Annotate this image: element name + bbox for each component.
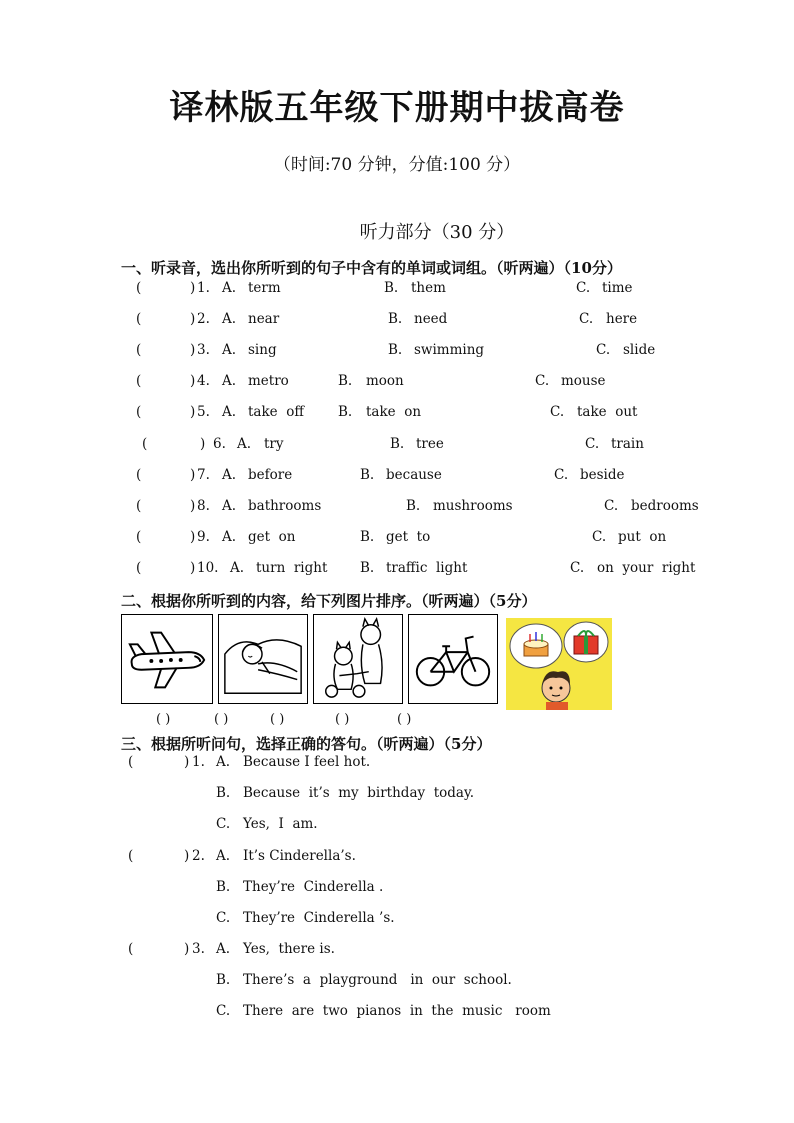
section3-heading: 三、根据所听问句，选择正确的答句。（听两遍）（5分）	[121, 735, 492, 753]
option-text: There are two pianos in the music room	[243, 1003, 551, 1019]
question-number: 1.	[192, 754, 205, 770]
answer-paren-close: )	[184, 941, 190, 957]
option-b-text: get to	[386, 529, 431, 545]
option-a-letter: A.	[222, 373, 237, 389]
answer-paren-open[interactable]: (	[142, 436, 148, 452]
option-c-text: bedrooms	[631, 498, 699, 514]
option-a-text: get on	[248, 529, 296, 545]
option-c-text: on your right	[597, 560, 696, 576]
option-letter: B.	[216, 785, 231, 801]
option-b-text: because	[386, 467, 442, 483]
answer-paren-close: )	[190, 342, 196, 358]
option-c-text: mouse	[561, 373, 606, 389]
question-number: 2.	[192, 848, 205, 864]
option-a-text: sing	[248, 342, 277, 358]
option-b-text: mushrooms	[433, 498, 513, 514]
option-b-letter: B.	[388, 311, 403, 327]
option-b-letter: B.	[388, 342, 403, 358]
picture-birthday	[506, 618, 612, 710]
option-b-text: need	[414, 311, 448, 327]
picture-answer-2[interactable]: ( )	[214, 712, 229, 727]
answer-paren-open[interactable]: (	[128, 848, 134, 864]
listening-part-heading: 听力部分（30 分）	[359, 222, 515, 243]
picture-airplane	[121, 614, 213, 704]
option-a-text: near	[248, 311, 280, 327]
option-text: They’re Cinderella .	[243, 879, 384, 895]
option-a-letter: A.	[222, 311, 237, 327]
answer-paren-close: )	[184, 848, 190, 864]
option-a-text: bathrooms	[248, 498, 322, 514]
picture-sleeping-girl	[218, 614, 308, 704]
option-a-letter: A.	[222, 467, 237, 483]
airplane-icon	[122, 615, 212, 703]
option-b-letter: B.	[384, 280, 399, 296]
question-number: 10.	[197, 560, 219, 576]
option-c-text: slide	[623, 342, 656, 358]
option-text: Yes, I am.	[243, 816, 318, 832]
picture-answer-4[interactable]: ( )	[335, 712, 350, 727]
answer-paren-open[interactable]: (	[136, 311, 142, 327]
answer-paren-close: )	[190, 280, 196, 296]
option-c-text: here	[606, 311, 638, 327]
option-b-text: traffic light	[386, 560, 468, 576]
option-a-letter: A.	[222, 342, 237, 358]
option-a-text: turn right	[256, 560, 328, 576]
answer-paren-open[interactable]: (	[136, 467, 142, 483]
option-text: Yes, there is.	[243, 941, 335, 957]
answer-paren-open[interactable]: (	[136, 280, 142, 296]
answer-paren-close: )	[190, 404, 196, 420]
page-subtitle: （时间:70 分钟，分值:100 分）	[273, 155, 521, 175]
picture-bicycle	[408, 614, 498, 704]
option-a-letter: A.	[230, 560, 245, 576]
option-c-letter: C.	[576, 280, 591, 296]
option-text: Because I feel hot.	[243, 754, 371, 770]
option-c-letter: C.	[550, 404, 565, 420]
option-letter: B.	[216, 879, 231, 895]
option-b-letter: B.	[360, 529, 375, 545]
answer-paren-open[interactable]: (	[136, 498, 142, 514]
option-b-letter: B.	[338, 373, 353, 389]
answer-paren-close: )	[190, 498, 196, 514]
question-number: 1.	[197, 280, 210, 296]
answer-paren-close: )	[190, 529, 196, 545]
option-letter: A.	[216, 848, 231, 864]
option-c-letter: C.	[585, 436, 600, 452]
option-text: Because it’s my birthday today.	[243, 785, 475, 801]
option-text: There’s a playground in our school.	[243, 972, 512, 988]
picture-answer-3[interactable]: ( )	[270, 712, 285, 727]
question-number: 3.	[197, 342, 210, 358]
question-number: 3.	[192, 941, 205, 957]
option-c-letter: C.	[579, 311, 594, 327]
sleeping-girl-icon	[219, 615, 307, 703]
option-b-text: them	[411, 280, 446, 296]
cats-icon	[314, 615, 402, 703]
option-b-letter: B.	[360, 467, 375, 483]
option-a-text: try	[264, 436, 284, 452]
option-c-letter: C.	[554, 467, 569, 483]
answer-paren-close: )	[190, 311, 196, 327]
option-b-text: moon	[366, 373, 404, 389]
option-letter: C.	[216, 910, 231, 926]
option-c-letter: C.	[592, 529, 607, 545]
option-a-text: take off	[248, 404, 304, 420]
option-letter: A.	[216, 941, 231, 957]
option-a-letter: A.	[237, 436, 252, 452]
answer-paren-close: )	[190, 560, 196, 576]
option-c-letter: C.	[535, 373, 550, 389]
option-c-text: train	[611, 436, 644, 452]
question-number: 7.	[197, 467, 210, 483]
question-number: 2.	[197, 311, 210, 327]
option-a-letter: A.	[222, 529, 237, 545]
option-c-text: beside	[580, 467, 625, 483]
question-number: 6.	[213, 436, 226, 452]
answer-paren-open[interactable]: (	[128, 941, 134, 957]
option-letter: C.	[216, 816, 231, 832]
bicycle-icon	[409, 615, 497, 703]
option-a-letter: A.	[222, 498, 237, 514]
option-a-text: term	[248, 280, 281, 296]
answer-paren-open[interactable]: (	[136, 560, 142, 576]
option-c-text: take out	[577, 404, 638, 420]
answer-paren-open[interactable]: (	[128, 754, 134, 770]
answer-paren-close: )	[190, 467, 196, 483]
answer-paren-close: )	[190, 373, 196, 389]
birthday-cake-gift-icon	[506, 618, 612, 710]
picture-answer-1[interactable]: ( )	[156, 712, 171, 727]
option-a-letter: A.	[222, 404, 237, 420]
answer-paren-close: )	[184, 754, 190, 770]
option-text: It’s Cinderella’s.	[243, 848, 356, 864]
option-b-letter: B.	[406, 498, 421, 514]
question-number: 9.	[197, 529, 210, 545]
option-letter: A.	[216, 754, 231, 770]
section1-heading: 一、听录音，选出你所听到的句子中含有的单词或词组。（听两遍）（10分）	[121, 259, 622, 277]
page-title: 译林版五年级下册期中拔高卷	[169, 88, 625, 128]
option-c-letter: C.	[596, 342, 611, 358]
option-b-text: swimming	[414, 342, 485, 358]
option-a-text: before	[248, 467, 293, 483]
answer-paren-open[interactable]: (	[136, 373, 142, 389]
answer-paren-open[interactable]: (	[136, 529, 142, 545]
picture-cats	[313, 614, 403, 704]
option-a-text: metro	[248, 373, 289, 389]
option-b-letter: B.	[338, 404, 353, 420]
answer-paren-open[interactable]: (	[136, 342, 142, 358]
option-c-text: put on	[618, 529, 667, 545]
question-number: 5.	[197, 404, 210, 420]
question-number: 4.	[197, 373, 210, 389]
option-c-letter: C.	[604, 498, 619, 514]
option-letter: B.	[216, 972, 231, 988]
option-c-text: time	[602, 280, 633, 296]
option-b-letter: B.	[360, 560, 375, 576]
option-b-text: take on	[366, 404, 422, 420]
option-a-letter: A.	[222, 280, 237, 296]
option-text: They’re Cinderella ’s.	[243, 910, 395, 926]
answer-paren-open[interactable]: (	[136, 404, 142, 420]
section2-heading: 二、根据你所听到的内容，给下列图片排序。（听两遍）（5分）	[121, 592, 537, 610]
answer-paren-close: )	[200, 436, 206, 452]
option-c-letter: C.	[570, 560, 585, 576]
question-number: 8.	[197, 498, 210, 514]
option-b-text: tree	[416, 436, 444, 452]
option-b-letter: B.	[390, 436, 405, 452]
option-letter: C.	[216, 1003, 231, 1019]
picture-answer-5[interactable]: ( )	[397, 712, 412, 727]
